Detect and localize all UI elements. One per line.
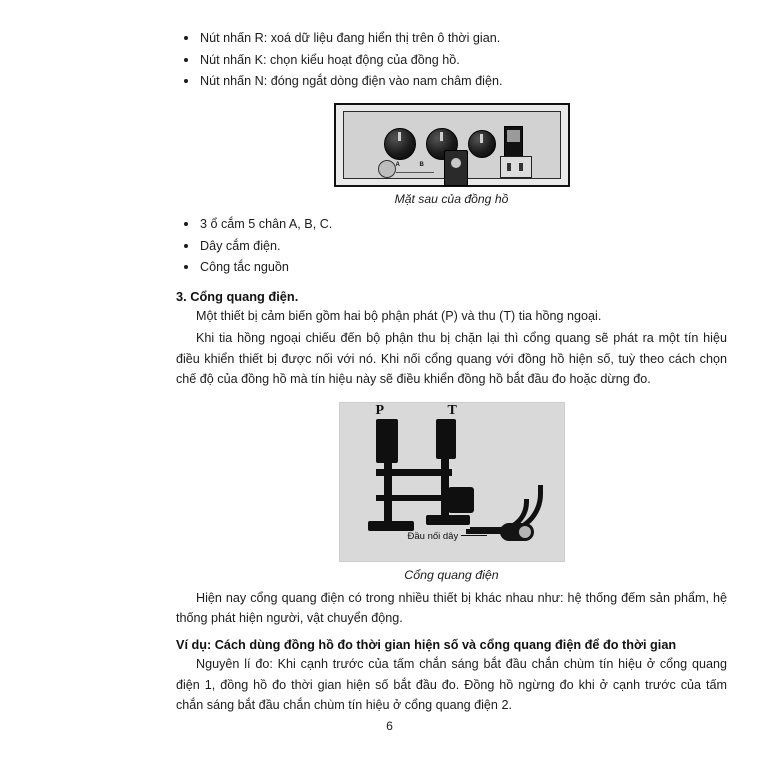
figure2-label-t: T <box>447 402 457 418</box>
top-bullet-list <box>176 28 727 93</box>
list-item <box>176 28 727 50</box>
example-paragraph: Nguyên lí đo: Khi cạnh trước của tấm chắn sáng bắt đầu chắn chùm tín hiệu ở cổng quang điện 1, đồng hồ đo thời gian hiện số bắt đầu đo. Đồng hồ ngừng đo khi ở cạnh trước của tấm chắn sáng bắt đầu chắn chùm tín hiệu ở cổng quang điện 2. <box>176 657 727 713</box>
list-item <box>176 257 727 279</box>
receiver-housing <box>436 419 456 459</box>
plug-icon <box>500 156 532 178</box>
list-item-text: Nút nhấn N: đóng ngắt dòng điện vào nam châm điện. <box>200 74 503 89</box>
list-item <box>176 214 727 236</box>
cross-arm-upper <box>376 469 452 476</box>
after-figure-paragraph: Hiện nay cổng quang điện có trong nhiều thiết bị khác nhau như: hệ thống đếm sản phẩm, hệ thống phát hiện người, vật chuyển động. <box>176 590 727 625</box>
plug-pin <box>519 163 523 171</box>
socket-hole <box>451 158 461 168</box>
clock-back-image <box>334 103 570 187</box>
example-heading <box>176 638 727 652</box>
cable-connector-icon <box>500 523 534 541</box>
list-item-text: Nút nhấn R: xoá dữ liệu đang hiển thị trên ô thời gian. <box>200 31 501 45</box>
section-heading: 3. Cổng quang điện. <box>176 288 299 304</box>
figure2-callout-text: Đầu nối dây <box>407 530 459 542</box>
figure2-caption: Cổng quang điện <box>404 567 499 582</box>
knob-indicator-icon <box>440 132 443 141</box>
list-item <box>176 50 727 72</box>
example-label: Ví dụ: <box>176 638 215 653</box>
bullet-dot-icon <box>184 244 188 248</box>
knob-indicator-icon <box>398 132 401 141</box>
list-item <box>176 71 727 93</box>
list-item-text: Công tắc nguồn <box>200 260 289 275</box>
bullet-dot-icon <box>184 58 188 62</box>
base-right <box>426 515 470 525</box>
connector-ring <box>519 526 531 538</box>
emitter-housing <box>376 419 398 463</box>
figure-photogate <box>176 402 727 582</box>
list-item-text: 3 ổ cắm 5 chân A, B, C. <box>200 216 333 231</box>
rotary-knob-icon <box>468 130 496 158</box>
section-paragraph-1: Một thiết bị cảm biến gồm hai bộ phận phát (P) và thu (T) tia hồng ngoại. <box>196 308 602 323</box>
list-item-text: Nút nhấn K: chọn kiểu hoạt động của đồng hồ. <box>200 52 460 67</box>
panel-rule <box>396 172 434 173</box>
switch-face <box>507 130 520 142</box>
figure2-callout <box>408 531 488 542</box>
socket-connector-icon <box>444 150 468 186</box>
section-paragraph-2: Khi tia hồng ngoại chiếu đến bộ phận thu bị chặn lại thì cổng quang sẽ phát ra một tín hiệu điều khiển thiết bị được nối với nó. Khi nối cổng quang với đồng hồ hiện số, tuỳ theo cách chọn chế độ của đồng hồ mà tín hiệu này sẽ điều khiển đồng hồ bắt đầu đo hoặc dừng đo. <box>176 331 727 387</box>
figure1-caption: Mặt sau của đồng hồ <box>394 191 509 206</box>
bullet-dot-icon <box>184 79 188 83</box>
list-item <box>176 236 727 258</box>
base-left <box>368 521 414 531</box>
figure-clock-back <box>176 103 727 206</box>
rotary-knob-icon <box>384 128 416 160</box>
figure1-label-b: B <box>419 161 424 168</box>
list-item-text: Dây cắm điện. <box>200 238 281 253</box>
example-title: Cách dùng đồng hồ đo thời gian hiện số và cổng quang điện để đo thời gian <box>214 638 677 653</box>
bullet-dot-icon <box>184 222 188 226</box>
mid-bullet-list <box>176 214 727 279</box>
clock-panel <box>343 111 561 179</box>
plug-pin <box>507 163 511 171</box>
bullet-dot-icon <box>184 265 188 269</box>
cross-arm-lower <box>376 495 452 501</box>
photogate-image <box>339 402 565 562</box>
figure2-label-p: P <box>375 402 385 418</box>
figure1-label-a: A <box>395 161 400 168</box>
callout-leader-line <box>461 535 487 536</box>
page-number: 6 <box>386 719 393 733</box>
knob-indicator-icon <box>480 134 483 143</box>
bullet-dot-icon <box>184 36 188 40</box>
dial-icon <box>378 160 396 178</box>
